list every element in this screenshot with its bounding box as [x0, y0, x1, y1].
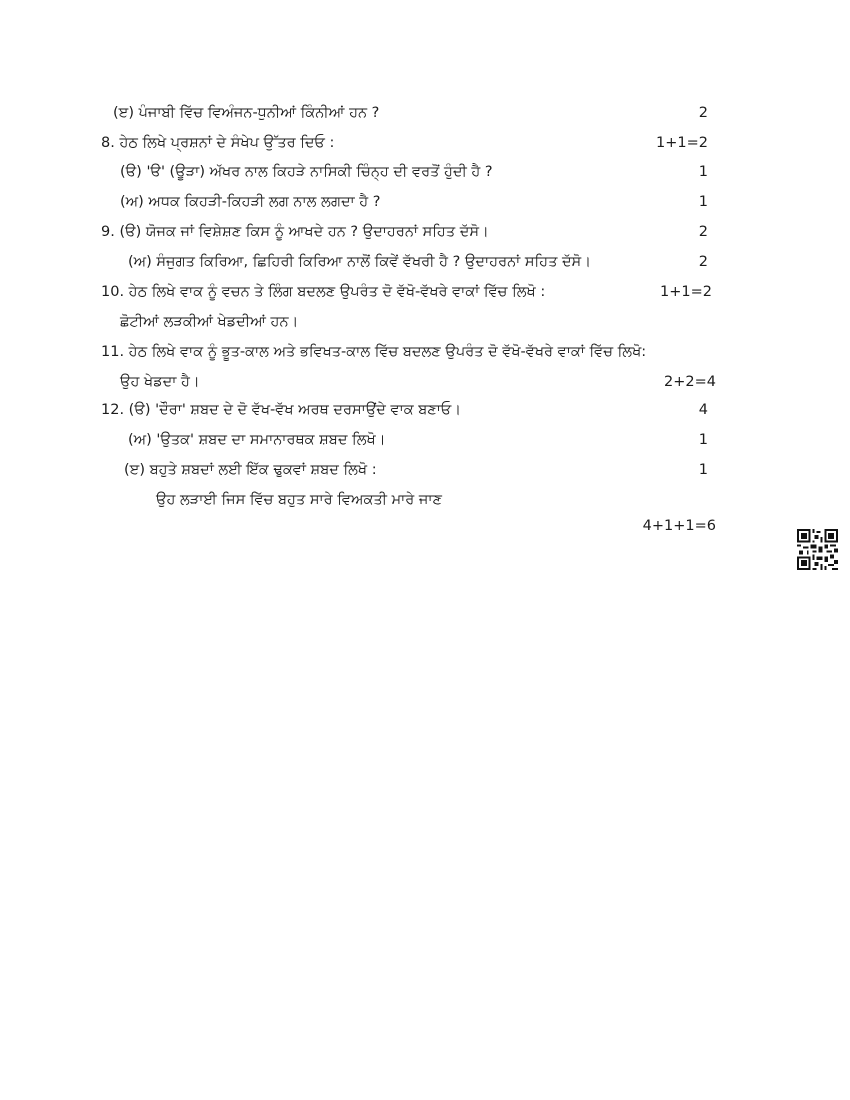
question-12b-marks: 1: [698, 432, 708, 448]
question-10-text: 10. ਹੇਠ ਲਿਖੇ ਵਾਕ ਨੂੰ ਵਚਨ ਤੇ ਲਿੰਗ ਬਦਲਣ ਉਪਰੰਤ ਦੋ ਵੱਖੋ-ਵੱਖਰੇ ਵਾਕਾਂ ਵਿੱਚ ਲਿਖੋ :: [101, 284, 546, 300]
question-8-marks: 1+1=2: [656, 135, 708, 151]
question-8a-text: (ੳ) 'ੳ' (ਊੜਾ) ਅੱਖਰ ਨਾਲ ਕਿਹੜੇ ਨਾਸਿਕੀ ਚਿੰਨ੍ਹ ਦੀ ਵਰਤੋਂ ਹੁੰਦੀ ਹੈ ?: [120, 164, 493, 180]
question-9b-text: (ਅ) ਸੰਜੁਗਤ ਕਿਰਿਆ, ਛਿਹਿਰੀ ਕਿਰਿਆ ਨਾਲੋਂ ਕਿਵੇਂ ਵੱਖਰੀ ਹੈ ? ਉਦਾਹਰਨਾਂ ਸਹਿਤ ਦੱਸੋ।: [128, 254, 591, 270]
question-11-sentence: ਉਹ ਖੇਡਦਾ ਹੈ।: [120, 374, 200, 390]
question-12b-text: (ਅ) 'ਉਤਕ' ਸ਼ਬਦ ਦਾ ਸਮਾਨਾਰਥਕ ਸ਼ਬਦ ਲਿਖੋ।: [128, 432, 386, 448]
question-12a-text: 12. (ੳ) 'ਦੌਰਾ' ਸ਼ਬਦ ਦੇ ਦੋ ਵੱਖ-ਵੱਖ ਅਰਥ ਦਰਸਾਉਂਦੇ ਵਾਕ ਬਣਾਓ।: [101, 402, 462, 418]
question-9a-marks: 2: [698, 224, 708, 240]
question-12c-text: (ੲ) ਬਹੁਤੇ ਸ਼ਬਦਾਂ ਲਈ ਇੱਕ ਢੁਕਵਾਂ ਸ਼ਬਦ ਲਿਖੋ :: [124, 462, 377, 478]
question-8-text: 8. ਹੇਠ ਲਿਖੇ ਪ੍ਰਸ਼ਨਾਂ ਦੇ ਸੰਖੇਪ ਉੱਤਰ ਦਿਓ :: [101, 135, 335, 151]
question-10-sentence: ਛੋਟੀਆਂ ਲੜਕੀਆਂ ਖੇਡਦੀਆਂ ਹਨ।: [120, 314, 299, 330]
question-9a-text: 9. (ੳ) ਯੋਜਕ ਜਾਂ ਵਿਸ਼ੇਸ਼ਣ ਕਿਸ ਨੂੰ ਆਖਦੇ ਹਨ ? ਉਦਾਹਰਨਾਂ ਸਹਿਤ ਦੱਸੋ।: [101, 224, 489, 240]
question-12c-phrase: ਉਹ ਲੜਾਈ ਜਿਸ ਵਿੱਚ ਬਹੁਤ ਸਾਰੇ ਵਿਅਕਤੀ ਮਾਰੇ ਜਾਣ: [156, 492, 442, 508]
question-8b-text: (ਅ) ਅਧਕ ਕਿਹੜੀ-ਕਿਹੜੀ ਲਗ ਨਾਲ ਲਗਦਾ ਹੈ ?: [120, 194, 381, 210]
question-12c-marks: 1: [698, 462, 708, 478]
question-11-marks: 2+2=4: [664, 374, 716, 390]
question-7c-text: (ੲ) ਪੰਜਾਬੀ ਵਿੱਚ ਵਿਅੰਜਨ-ਧੁਨੀਆਂ ਕਿੰਨੀਆਂ ਹਨ ?: [113, 105, 380, 121]
question-8b-marks: 1: [698, 194, 708, 210]
question-11-text: 11. ਹੇਠ ਲਿਖੇ ਵਾਕ ਨੂੰ ਭੂਤ-ਕਾਲ ਅਤੇ ਭਵਿਖਤ-ਕਾਲ ਵਿੱਚ ਬਦਲਣ ਉਪਰੰਤ ਦੋ ਵੱਖੋ-ਵੱਖਰੇ ਵਾਕਾਂ ਵਿੱਚ ਲਿਖੋ:: [101, 344, 647, 360]
question-7c-marks: 2: [698, 105, 708, 121]
question-9b-marks: 2: [698, 254, 708, 270]
question-8a-marks: 1: [698, 164, 708, 180]
qr-code-icon: [797, 529, 838, 570]
question-12-total-marks: 4+1+1=6: [642, 518, 716, 534]
question-10-marks: 1+1=2: [660, 284, 712, 300]
question-12a-marks: 4: [698, 402, 708, 418]
